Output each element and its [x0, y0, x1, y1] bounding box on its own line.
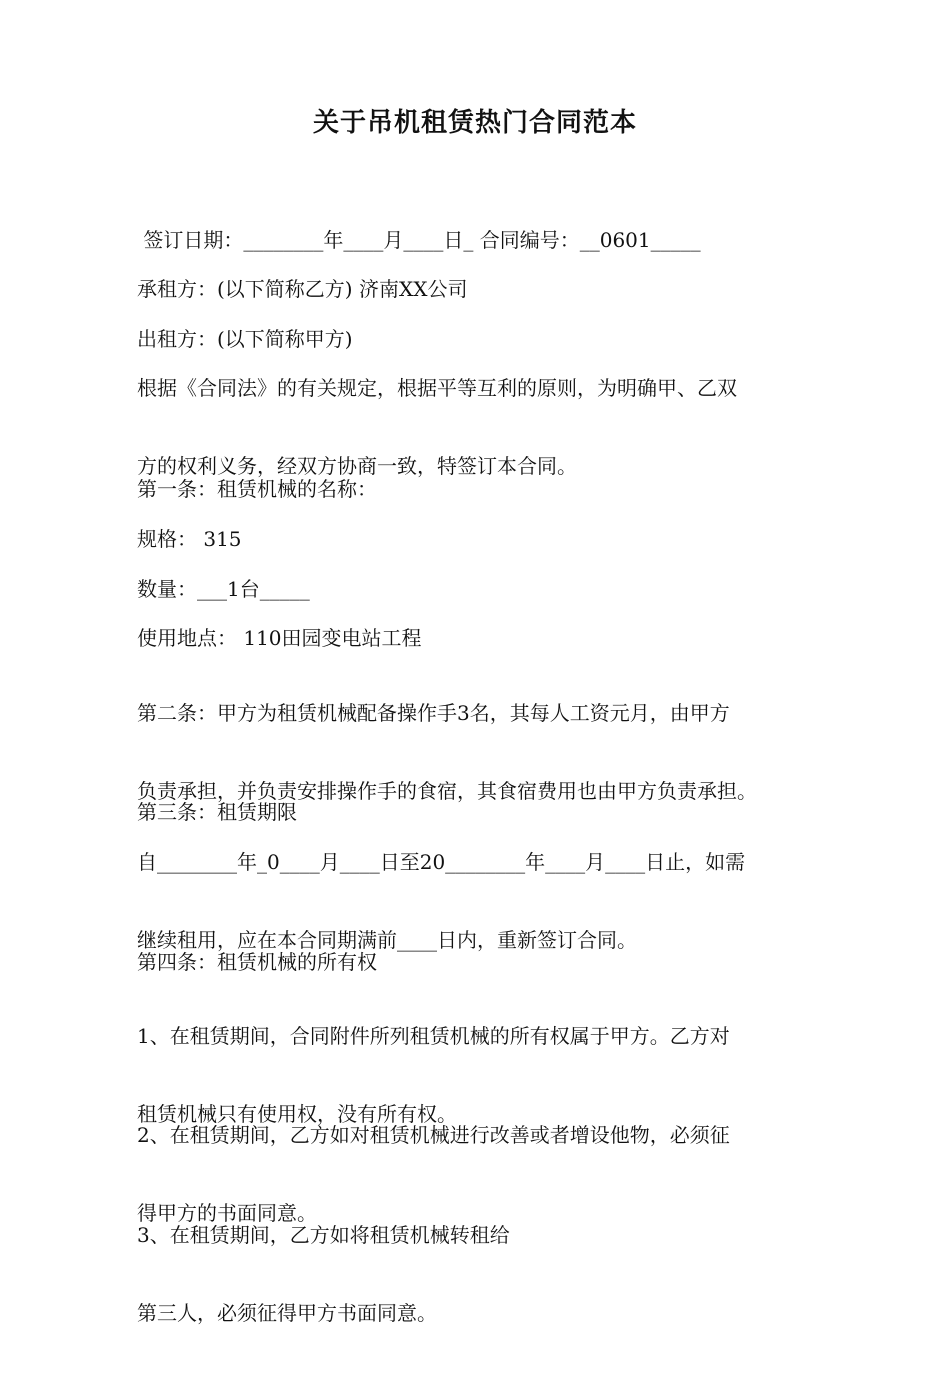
paragraph-line: 签订日期：________年____月____日_ 合同编号：__0601_____	[137, 228, 701, 252]
paragraph-line: 继续租用，应在本合同期满前____日内，重新签订合同。	[137, 928, 637, 952]
paragraph-line: 第一条：租赁机械的名称：	[137, 477, 377, 501]
paragraph-line: 承租方：(以下简称乙方) 济南XX公司	[137, 277, 468, 301]
paragraph-line: 使用地点： 110田园变电站工程	[137, 626, 422, 650]
paragraph-line: 规格： 315	[137, 527, 242, 551]
paragraph-line: 根据《合同法》的有关规定，根据平等互利的原则，为明确甲、乙双	[137, 376, 737, 400]
paragraph-line: 第二条：甲方为租赁机械配备操作手3名，其每人工资元月，由甲方	[137, 701, 730, 725]
paragraph-line: 第三条：租赁期限	[137, 800, 297, 824]
paragraph-line: 第三人，必须征得甲方书面同意。	[137, 1301, 437, 1325]
document-title: 关于吊机租赁热门合同范本	[312, 108, 637, 138]
paragraph-line: 方的权利义务，经双方协商一致，特签订本合同。	[137, 454, 577, 478]
paragraph-line: 2、在租赁期间，乙方如对租赁机械进行改善或者增设他物，必须征	[137, 1123, 730, 1147]
paragraph-line: 第四条：租赁机械的所有权	[137, 950, 377, 974]
paragraph-line: 数量：___1台_____	[137, 577, 310, 601]
paragraph-line: 得甲方的书面同意。	[137, 1201, 317, 1225]
paragraph-line: 负责承担，并负责安排操作手的食宿，其食宿费用也由甲方负责承担。	[137, 779, 757, 803]
paragraph-line: 1、在租赁期间，合同附件所列租赁机械的所有权属于甲方。乙方对	[137, 1024, 730, 1048]
paragraph-line: 出租方：(以下简称甲方)	[137, 327, 353, 351]
ownership-clause-3	[137, 1170, 827, 1378]
paragraph-line: 自________年_0____月____日至20________年____月____日止，如需	[137, 850, 746, 874]
paragraph-line: 3、在租赁期间，乙方如将租赁机械转租给	[137, 1223, 510, 1247]
paragraph-line: 租赁机械只有使用权，没有所有权。	[137, 1102, 457, 1126]
